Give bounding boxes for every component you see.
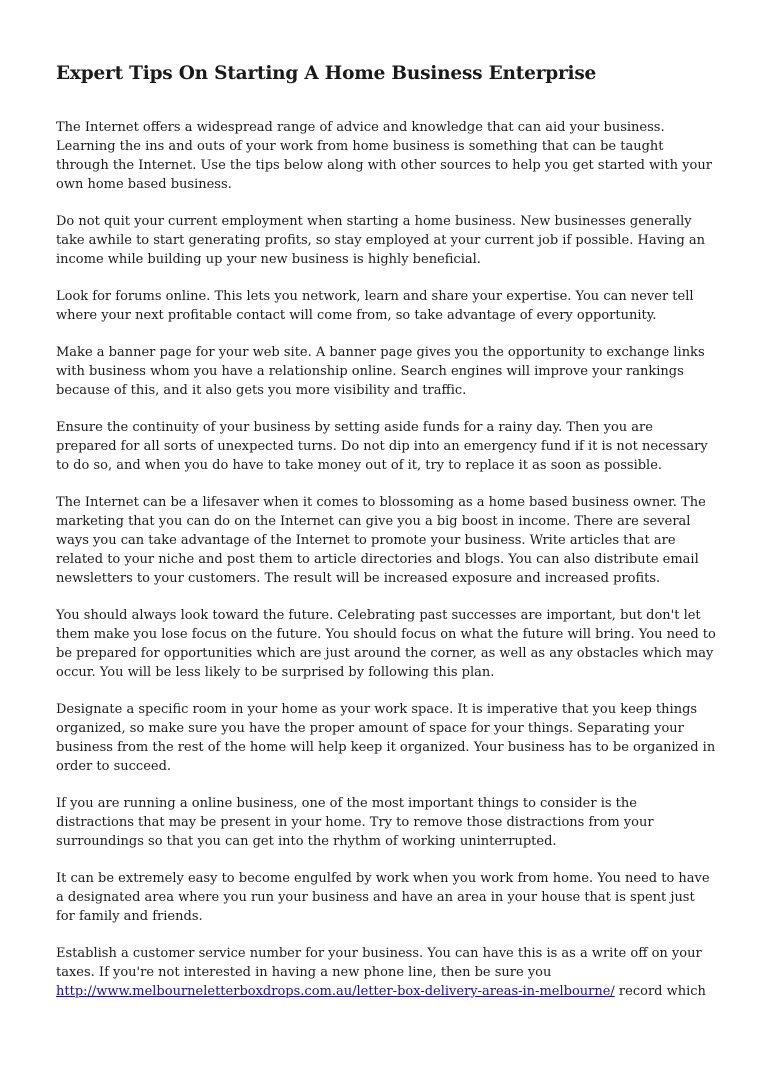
paragraph-distractions: If you are running a online business, one of the most important things to consider is the distractions that may be present in your home. Try to remove those distractions from your surroundings so that you can get into the rhythm of working uninterrupted. [56,796,654,849]
paragraph-future: You should always look toward the future. Celebrating past successes are important, but don't let them make you lose focus on the future. You should focus on what the future will bring. You need to be prepared for opportunities which are just around the corner, as well as any obstacles which may occur. You will be less likely to be surprised by following this plan. [56,608,716,680]
paragraph-work-space: Designate a specific room in your home as your work space. It is imperative that you keep things organized, so make sure you have the proper amount of space for your things. Separating your business from the rest of the home will help keep it organized. Your business has to be organized in order to succeed. [56,702,716,774]
paragraph-customer-service [56,944,716,1001]
paragraph-internet-marketing: The Internet can be a lifesaver when it comes to blossoming as a home based business owner. The marketing that you can do on the Internet can give you a big boost in income. There are several ways you can take advantage of the Internet to promote your business. Write articles that are related to your niche and post them to article directories and blogs. You can also distribute email newsletters to your customers. The result will be increased exposure and increased profits. [56,495,706,586]
paragraph-family-area: It can be extremely easy to become engulfed by work when you work from home. You need to have a designated area where you run your business and have an area in your house that is spent just for family and friends. [56,871,710,924]
last-paragraph-text-after: record which [614,984,706,999]
paragraph-rainy-day: Ensure the continuity of your business by setting aside funds for a rainy day. Then you are prepared for all sorts of unexpected turns. Do not dip into an emergency fund if it is not necessary to do so, and when you do have to take money out of it, try to replace it as soon as possible. [56,420,708,473]
document-title: Expert Tips On Starting A Home Business Enterprise [56,63,597,84]
last-paragraph-text-before: Establish a customer service number for your business. You can have this is as a write off on your taxes. If you're not interested in having a new phone line, then be sure you [56,946,702,980]
paragraph-intro: The Internet offers a widespread range of advice and knowledge that can aid your business. Learning the ins and outs of your work from home business is something that can be taught through the Internet. Use the tips below along with other sources to help you get started with your own home based business. [56,120,712,192]
melbourne-letterbox-link[interactable]: http://www.melbourneletterboxdrops.com.au/letter-box-delivery-areas-in-melbourne/ [56,984,615,999]
paragraph-keep-job: Do not quit your current employment when starting a home business. New businesses generally take awhile to start generating profits, so stay employed at your current job if possible. Having an income while building up your new business is highly beneficial. [56,214,706,267]
paragraph-banner-page: Make a banner page for your web site. A banner page gives you the opportunity to exchange links with business whom you have a relationship online. Search engines will improve your rankings because of this, and it also gets you more visibility and traffic. [56,345,705,398]
document-page [56,62,716,1019]
paragraph-forums: Look for forums online. This lets you network, learn and share your expertise. You can never tell where your next profitable contact will come from, so take advantage of every opportunity. [56,289,694,323]
